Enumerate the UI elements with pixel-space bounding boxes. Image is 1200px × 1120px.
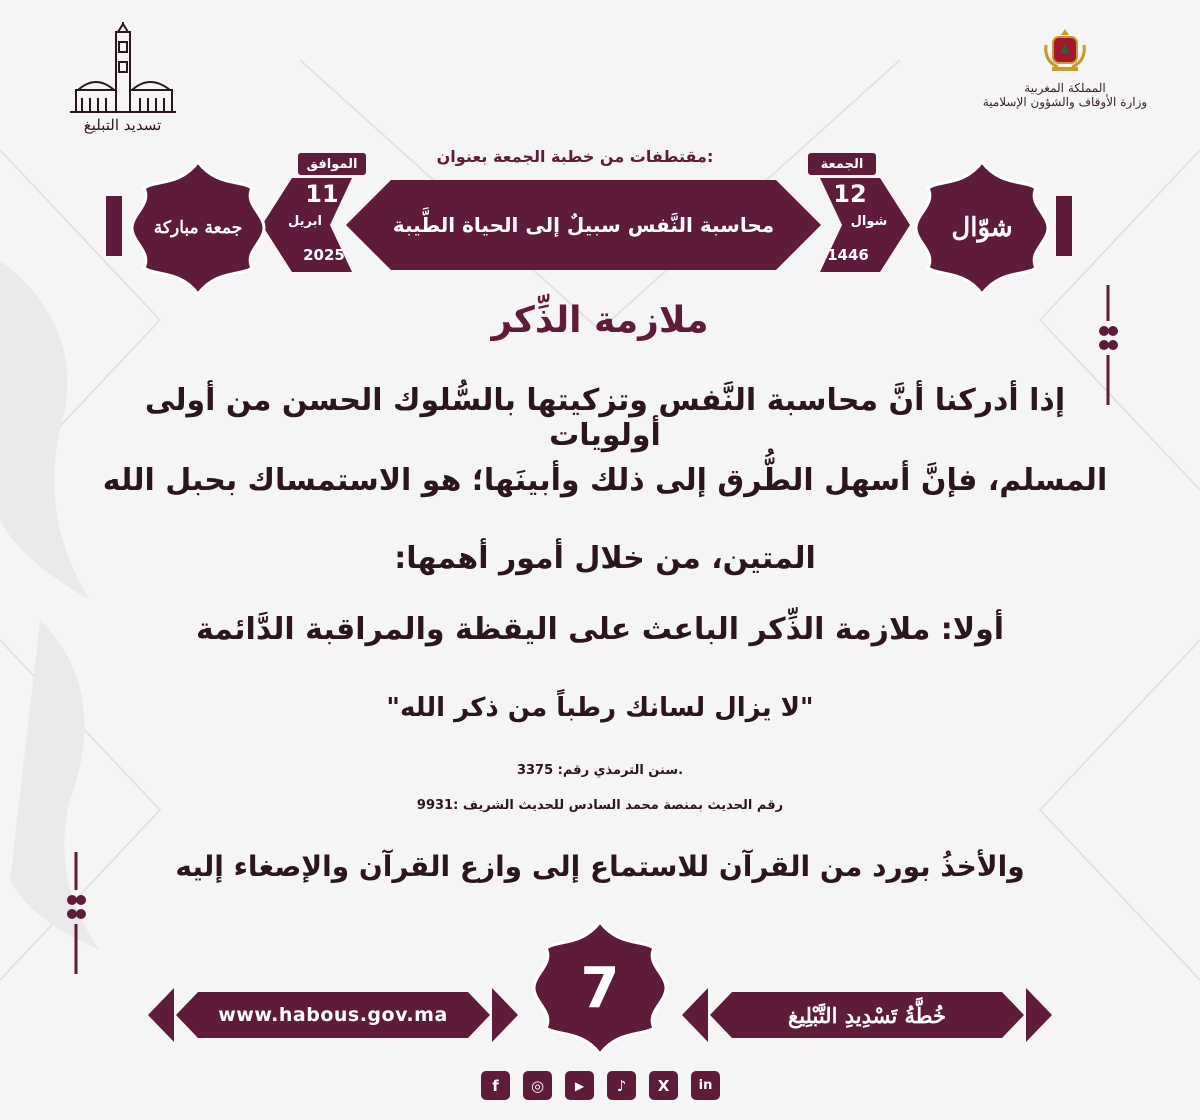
paragraph-line-3: المتين، من خلال أمور أهمها: [394, 541, 816, 576]
ministry-logo [975, 25, 1155, 109]
left-side-ornament [64, 852, 88, 974]
hijri-day: 12 [833, 180, 867, 208]
khutba-title-banner [346, 180, 821, 270]
khutba-number: 7 [580, 955, 620, 1021]
tasdid-plan-badge [682, 988, 1052, 1042]
tasdid-logo-label: تسديد التبليغ [83, 116, 162, 134]
paragraph-line-1: إذا أدركنا أنَّ محاسبة النَّفس وتزكيتها بالسُّلوك الحسن من أولى أولويات [144, 383, 1066, 453]
social-links [481, 1071, 720, 1100]
gregorian-month: ابريل [288, 214, 322, 229]
hijri-date-box [800, 178, 910, 272]
first-point: أولا: ملازمة الذِّكر الباعث على اليقظة والمراقبة الدَّائمة [195, 612, 1005, 647]
linkedin-icon[interactable]: in [691, 1071, 720, 1100]
coat-of-arms-icon [1040, 25, 1090, 75]
gregorian-date-box [262, 178, 372, 272]
tasdid-logo [60, 22, 185, 134]
section-title: ملازمة الذِّكر [491, 300, 709, 341]
shawwal-text: شوّال [951, 213, 1013, 243]
gregorian-day: 11 [305, 180, 339, 208]
website-url[interactable]: www.habous.gov.ma [218, 1004, 448, 1026]
tiktok-icon[interactable]: ♪ [607, 1071, 636, 1100]
hadith-reference-1: .سنن الترمذي رقم: 3375 [516, 763, 684, 778]
gregorian-day-label: الموافق [298, 153, 366, 175]
gregorian-year: 2025 [303, 246, 345, 264]
hijri-month: شوال [850, 214, 888, 229]
instagram-icon[interactable]: ◎ [523, 1071, 552, 1100]
facebook-icon[interactable]: f [481, 1071, 510, 1100]
hijri-year: 1446 [827, 246, 869, 264]
mosque-minaret-icon [68, 22, 178, 114]
paragraph-line-2: المسلم، فإنَّ أسهل الطُّرق إلى ذلك وأبينَها؛ هو الاستمساك بحبل الله [102, 463, 1108, 498]
ministry-kingdom-text: المملكة المغربية [1024, 81, 1106, 95]
tasdid-plan-text: خُطَّةُ تَسْدِيدِ التَّبْلِيغ [788, 1002, 946, 1028]
youtube-icon[interactable]: ▶ [565, 1071, 594, 1100]
shawwal-medallion [912, 158, 1052, 298]
khutba-number-medallion [530, 918, 670, 1058]
closing-line: والأخذُ بورد من القرآن للاستماع إلى وازع القرآن والإصغاء إليه [175, 850, 1025, 883]
x-icon[interactable]: X [649, 1071, 678, 1100]
jumua-mubaraka-medallion [128, 158, 268, 298]
jumua-mubaraka-text: جمعة مباركة [153, 218, 243, 238]
website-link[interactable] [148, 988, 518, 1042]
left-accent-bar [106, 196, 122, 256]
right-accent-bar [1056, 196, 1072, 256]
khutba-title: محاسبة النَّفس سبيلٌ إلى الحياة الطَّيبة [392, 213, 775, 237]
hadith-quote: "لا يزال لسانك رطباً من ذكر الله" [386, 693, 814, 723]
khutba-subtitle: مقتطفات من خطبة الجمعة بعنوان: [436, 147, 714, 166]
hijri-day-label: الجمعة [808, 153, 876, 175]
ministry-name-text: وزارة الأوقاف والشؤون الإسلامية [982, 95, 1148, 109]
hadith-reference-2: رقم الحديث بمنصة محمد السادس للحديث الشريف :9931 [416, 798, 784, 813]
